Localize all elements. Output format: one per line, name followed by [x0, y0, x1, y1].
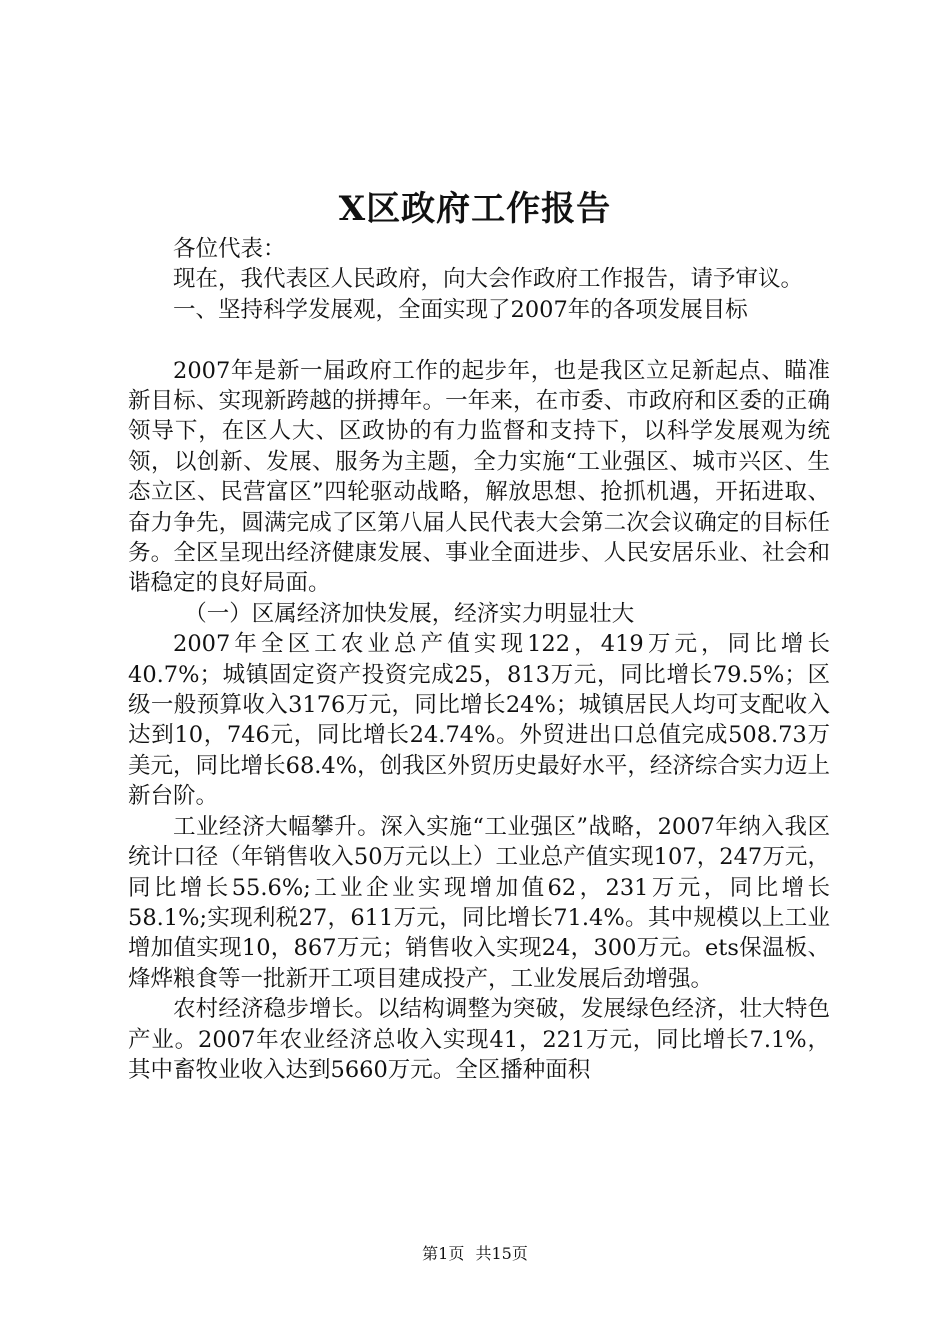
- document-title: X区政府工作报告: [338, 189, 612, 229]
- subsection-heading-1: （一）区属经济加快发展，经济实力明显壮大: [184, 600, 635, 627]
- paragraph-economy-stats: 2007年全区工农业总产值实现122，419万元，同比增长40.7%；城镇固定资产投资完成25，813万元，同比增长79.5%；区级一般预算收入3176万元，同比增长24%；城镇居民人均可支配收入达到10，746元，同比增长24.74%。外贸进出口总值完成508.73万美元，同比增长68.4%，创我区外贸历史最好水平，经济综合实力迈上新台阶。: [128, 631, 830, 810]
- paragraph-intro: 现在，我代表区人民政府，向大会作政府工作报告，请予审议。: [173, 266, 804, 293]
- page-total: 共15页: [475, 1244, 528, 1263]
- page-footer: [0, 1244, 950, 1264]
- document-body: [128, 234, 830, 1085]
- page-number: 第1页: [422, 1244, 465, 1263]
- section-heading-1: 一、坚持科学发展观，全面实现了2007年的各项发展目标: [173, 296, 748, 323]
- paragraph-overview: 2007年是新一届政府工作的起步年，也是我区立足新起点、瞄准新目标、实现新跨越的拼搏年。一年来，在市委、市政府和区委的正确领导下，在区人大、区政协的有力监督和支持下，以科学发展观为统领，以创新、发展、服务为主题，全力实施“工业强区、城市兴区、生态立区、民营富区”四轮驱动战略，解放思想、抢抓机遇，开拓进取、奋力争先，圆满完成了区第八届人民代表大会第二次会议确定的目标任务。全区呈现出经济健康发展、事业全面进步、人民安居乐业、社会和谐稳定的良好局面。: [128, 357, 830, 597]
- paragraph-agriculture: 农村经济稳步增长。以结构调整为突破，发展绿色经济，壮大特色产业。2007年农业经济总收入实现41，221万元，同比增长7.1%，其中畜牧业收入达到5660万元。全区播种面积: [128, 996, 830, 1083]
- salutation: 各位代表：: [173, 236, 286, 262]
- paragraph-industry: 工业经济大幅攀升。深入实施“工业强区”战略，2007年纳入我区统计口径（年销售收入50万元以上）工业总产值实现107，247万元，同比增长55.6%;工业企业实现增加值62，231万元，同比增长58.1%;实现利税27，611万元，同比增长71.4%。其中规模以上工业增加值实现10，867万元；销售收入实现24，300万元。ets保温板、烽烨粮食等一批新开工项目建成投产，工业发展后劲增强。: [128, 813, 830, 992]
